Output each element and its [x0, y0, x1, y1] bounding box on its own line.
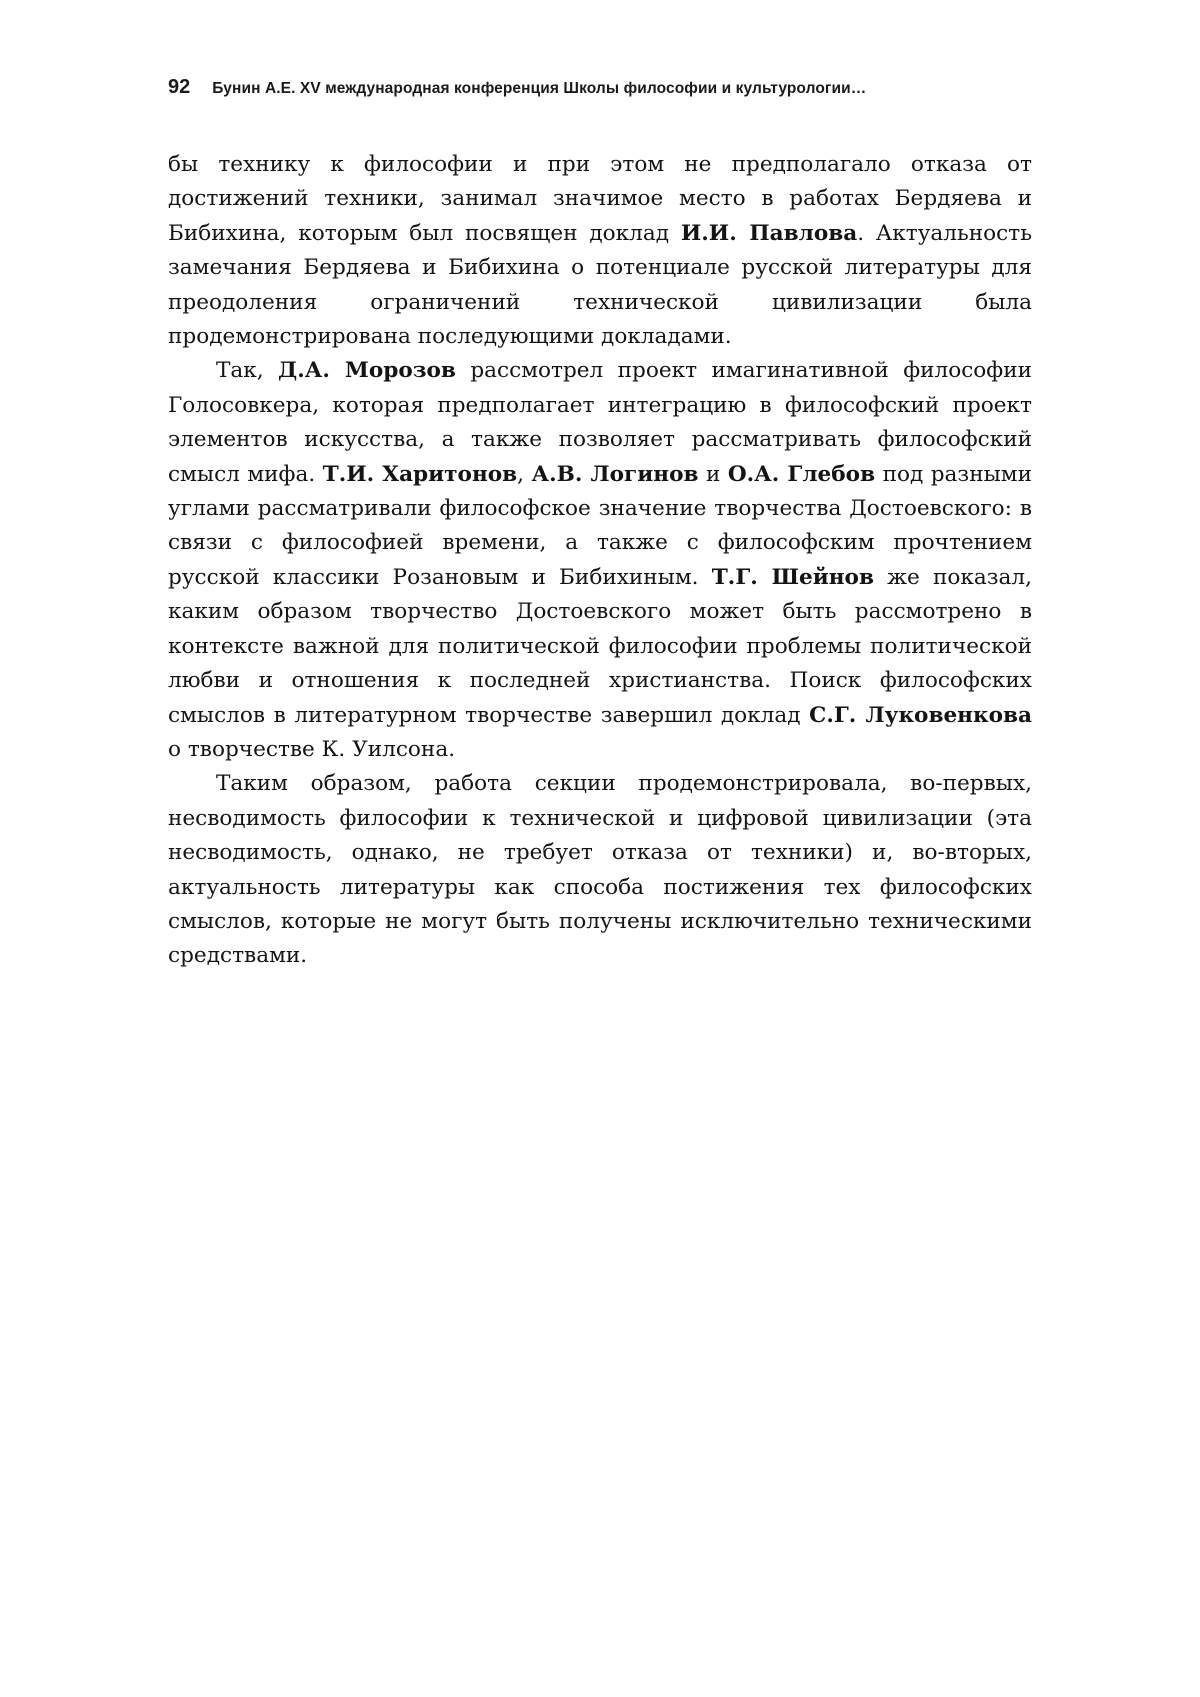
text-run: бы технику к философии и при этом не предполагало отказа от достижений техники, занимал значимое место в работах Бердяева и Бибихина, которым был посвящен доклад [168, 152, 1032, 246]
emphasized-name: И.И. Павлова [680, 220, 858, 246]
emphasized-name: Т.Г. Шейнов [711, 564, 874, 590]
page-header [168, 76, 1032, 99]
emphasized-name: Д.А. Морозов [278, 358, 456, 384]
para-conclusion [168, 767, 1032, 973]
emphasized-name: О.А. Глебов [727, 461, 876, 487]
text-run: рассмотрел проект имагинативной философии Голосовкера, которая предполагает интеграцию в философский проект элементов искусства, а также позволяет рассматривать философский смысл мифа. [168, 358, 1032, 487]
text-run: . Актуальность замечания Бердяева и Бибихина о потенциале русской литературы для преодоления ограничений технической цивилизации была продемонстрирована последующими докладами. [168, 220, 1032, 350]
text-run: Так, [216, 358, 279, 384]
text-run: под разными углами рассматривали философское значение творчества Достоевского: в связи с философией времени, а также с философским прочтением русской классики Розановым и Бибихиным. [168, 461, 1032, 590]
page-body [168, 148, 1032, 974]
page-number: 92 [168, 76, 191, 98]
emphasized-name: А.В. Логинов [531, 461, 699, 487]
para-continued [168, 148, 1032, 354]
text-run: , [517, 461, 532, 487]
text-run: же показал, каким образом творчество Достоевского может быть рассмотрено в контексте важной для политической философии проблемы политической любви и отношения к последней христианства. Поиск философских смыслов в литературном творчестве завершил доклад [168, 564, 1032, 728]
running-title: Бунин А.Е. XV международная конференция Школы философии и культурологии… [212, 80, 867, 97]
emphasized-name: С.Г. Луковенкова [809, 702, 1032, 728]
text-run: и [698, 461, 728, 487]
text-run: о творчестве К. Уилсона. [168, 736, 456, 762]
emphasized-name: Т.И. Харитонов [322, 461, 518, 487]
para-morozov [168, 354, 1032, 767]
text-run: Таким образом, работа секции продемонстрировала, во-первых, несводимость философии к технической и цифровой цивилизации (эта несводимость, однако, не требует отказа от техники) и, во-вторых, актуальность литературы как способа постижения тех философских смыслов, которые не могут быть получены исключительно техническими средствами. [168, 771, 1032, 969]
